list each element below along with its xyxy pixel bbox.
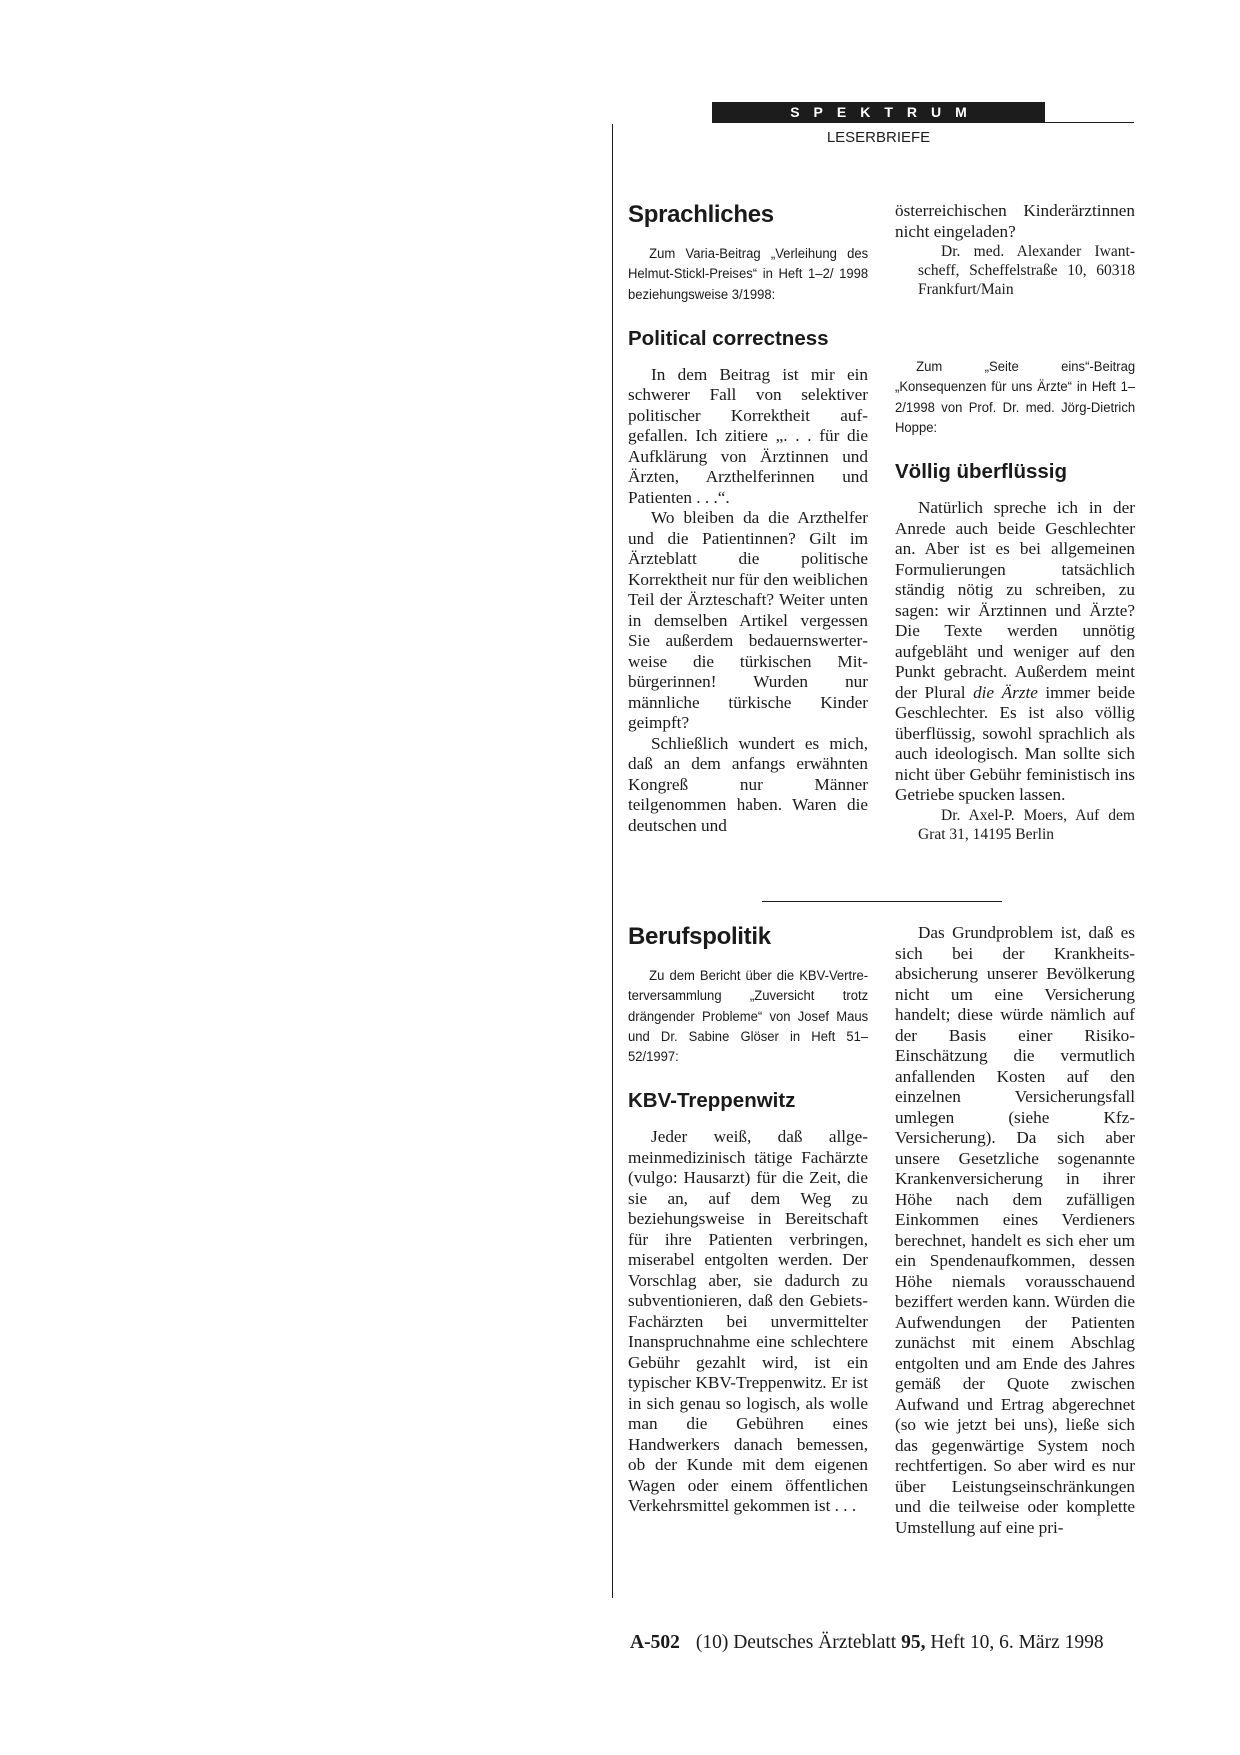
- letter-intro: Zu dem Bericht über die KBV-Vertreterversammlung „Zuversicht trotz drängender Probleme“ von Josef Maus und Dr. Sabine Glöser in Heft 51–52/1997:: [628, 968, 869, 1066]
- paragraph-text: Natürlich spreche ich in der Anrede auch beide Geschlechter an. Aber ist es bei allgemeinen Formulierungen tatsächlich ständig nötig zu schreiben, zu sagen: wir Ärztinnen und Ärzte? Die Texte werden unnötig aufgebläht und weniger auf den Punkt gebracht. Außerdem meint der Plural: [895, 498, 1135, 702]
- section-subhead: LESERBRIEFE: [826, 129, 931, 146]
- page-number: A-502: [630, 1632, 680, 1653]
- letter-berufspolitik: [628, 923, 868, 1517]
- letter-berufspolitik-continued: [895, 923, 1135, 1538]
- banner-rule: [712, 122, 1134, 123]
- letter-title: Völlig überflüssig: [895, 460, 1067, 484]
- page-footer: [630, 1631, 1150, 1655]
- letter-title: Political correctness: [628, 326, 829, 350]
- section-divider: [762, 901, 1002, 902]
- section-banner: SPEKTRUM: [712, 102, 1045, 123]
- journal-name: Deutsches Ärzteblatt: [733, 1632, 897, 1653]
- letter-paragraph: Wo bleiben da die Arzthelfer und die Patientinnen? Gilt im Ärzteblatt die politische Korrektheit nur für den weiblichen Teil der Ärzteschaft? Weiter unten in demselben Artikel vergessen Sie außerdem bedauernswerterweise die türkischen Mitbürgerinnen! Wurden nur männliche türkische Kinder geimpft?: [628, 508, 868, 733]
- letter-intro: Zum „Seite eins“-Beitrag „Konsequenzen für uns Ärzte“ in Heft 1–2/1998 von Prof. Dr. med. Jörg-Dietrich Hoppe:: [895, 359, 1136, 436]
- section-title: Berufspolitik: [628, 923, 771, 950]
- emphasis-text: die Ärzte: [973, 682, 1038, 702]
- letter-paragraph: [895, 498, 1135, 806]
- paragraph-text: immer beide Geschlechter. Es ist also völlig überflüssig, sowohl sprachlich als auch ideologisch. Man sollte sich nicht über Gebühr feministisch ins Getriebe spucken lassen.: [895, 682, 1136, 805]
- letter-voellig-ueberfluessig: [895, 201, 1135, 844]
- letter-continuation: österreichischen Kinderärztinnen nicht eingeladen?: [895, 201, 1135, 241]
- letter-intro: Zum Varia-Beitrag „Verleihung des Helmut-Stickl-Preises“ in Heft 1–2/ 1998 beziehungsweise 3/1998:: [628, 246, 869, 303]
- letter-signature: Dr. Axel-P. Moers, Auf dem Grat 31, 14195 Berlin: [918, 806, 1135, 843]
- volume-number: 95,: [901, 1632, 926, 1653]
- letter-title: KBV-Treppenwitz: [628, 1089, 796, 1113]
- letter-paragraph: Jeder weiß, daß allgemeinmedizinisch tätige Fachärzte (vulgo: Hausarzt) für die Zeit, die sie an, auf dem Weg zu beziehungsweise in Bereitschaft für ihre Patienten verbringen, miserabel entgolten werden. Der Vorschlag aber, sie dadurch zu subventionieren, daß den Gebiets-Fachärzten bei unvermittelter Inanspruchnahme eine schlechtere Gebühr gezahlt wird, ist ein typischer KBV-Treppenwitz. Er ist in sich genau so logisch, als wolle man die Gebühren eines Handwerkers danach bemessen, ob der Kunde mit dem eigenen Wagen oder einem öffentlichen Verkehrsmittel gekommen ist . . .: [628, 1127, 868, 1516]
- column-rule: [612, 124, 613, 1598]
- issue-number: (10): [695, 1632, 729, 1653]
- letter-signature: Dr. med. Alexander Iwantscheff, Scheffelstraße 10, 60318 Frankfurt/Main: [918, 243, 1135, 298]
- letter-paragraph: Das Grundproblem ist, daß es sich bei der Krankheitsabsicherung unserer Bevölkerung nicht um eine Versicherung handelt; diese würde nämlich auf der Basis einer Risiko-Einschätzung die vermutlich anfallenden Kosten auf den einzelnen Versicherungsfall umlegen (siehe Kfz-Versicherung). Da sich aber unsere Gesetzliche sogenannte Krankenversicherung in ihrer Höhe nach dem zufälligen Einkommen eines Verdieners berechnet, handelt es sich eher um ein Spendenaufkommen, dessen Höhe niemals vorausschauend beziffert werden kann. Würden die Aufwendungen der Patienten zunächst mit einem Abschlag entgolten und am Ende des Jahres gemäß der Quote zwischen Aufwand und Ertrag abgerechnet (so wie jetzt bei uns), ließe sich das gegenwärtige System noch rechtfertigen. So aber wird es nur über Leistungseinschränkungen und die teilweise oder komplette Umstellung auf eine pri-: [895, 923, 1135, 1537]
- issue-date: Heft 10, 6. März 1998: [930, 1632, 1104, 1653]
- section-title: Sprachliches: [628, 201, 774, 228]
- letter-sprachliches: [628, 201, 868, 836]
- letter-paragraph: Schließlich wundert es mich, daß an dem anfangs erwähnten Kongreß nur Männer teilgenommen haben. Waren die deutschen und: [628, 733, 868, 835]
- letter-paragraph: In dem Beitrag ist mir ein schwerer Fall von selektiver politischer Korrektheit aufgefallen. Ich zitiere „. . . für die Aufklärung von Ärztinnen und Ärzten, Arzthelferinnen und Patienten . . .“.: [628, 364, 868, 507]
